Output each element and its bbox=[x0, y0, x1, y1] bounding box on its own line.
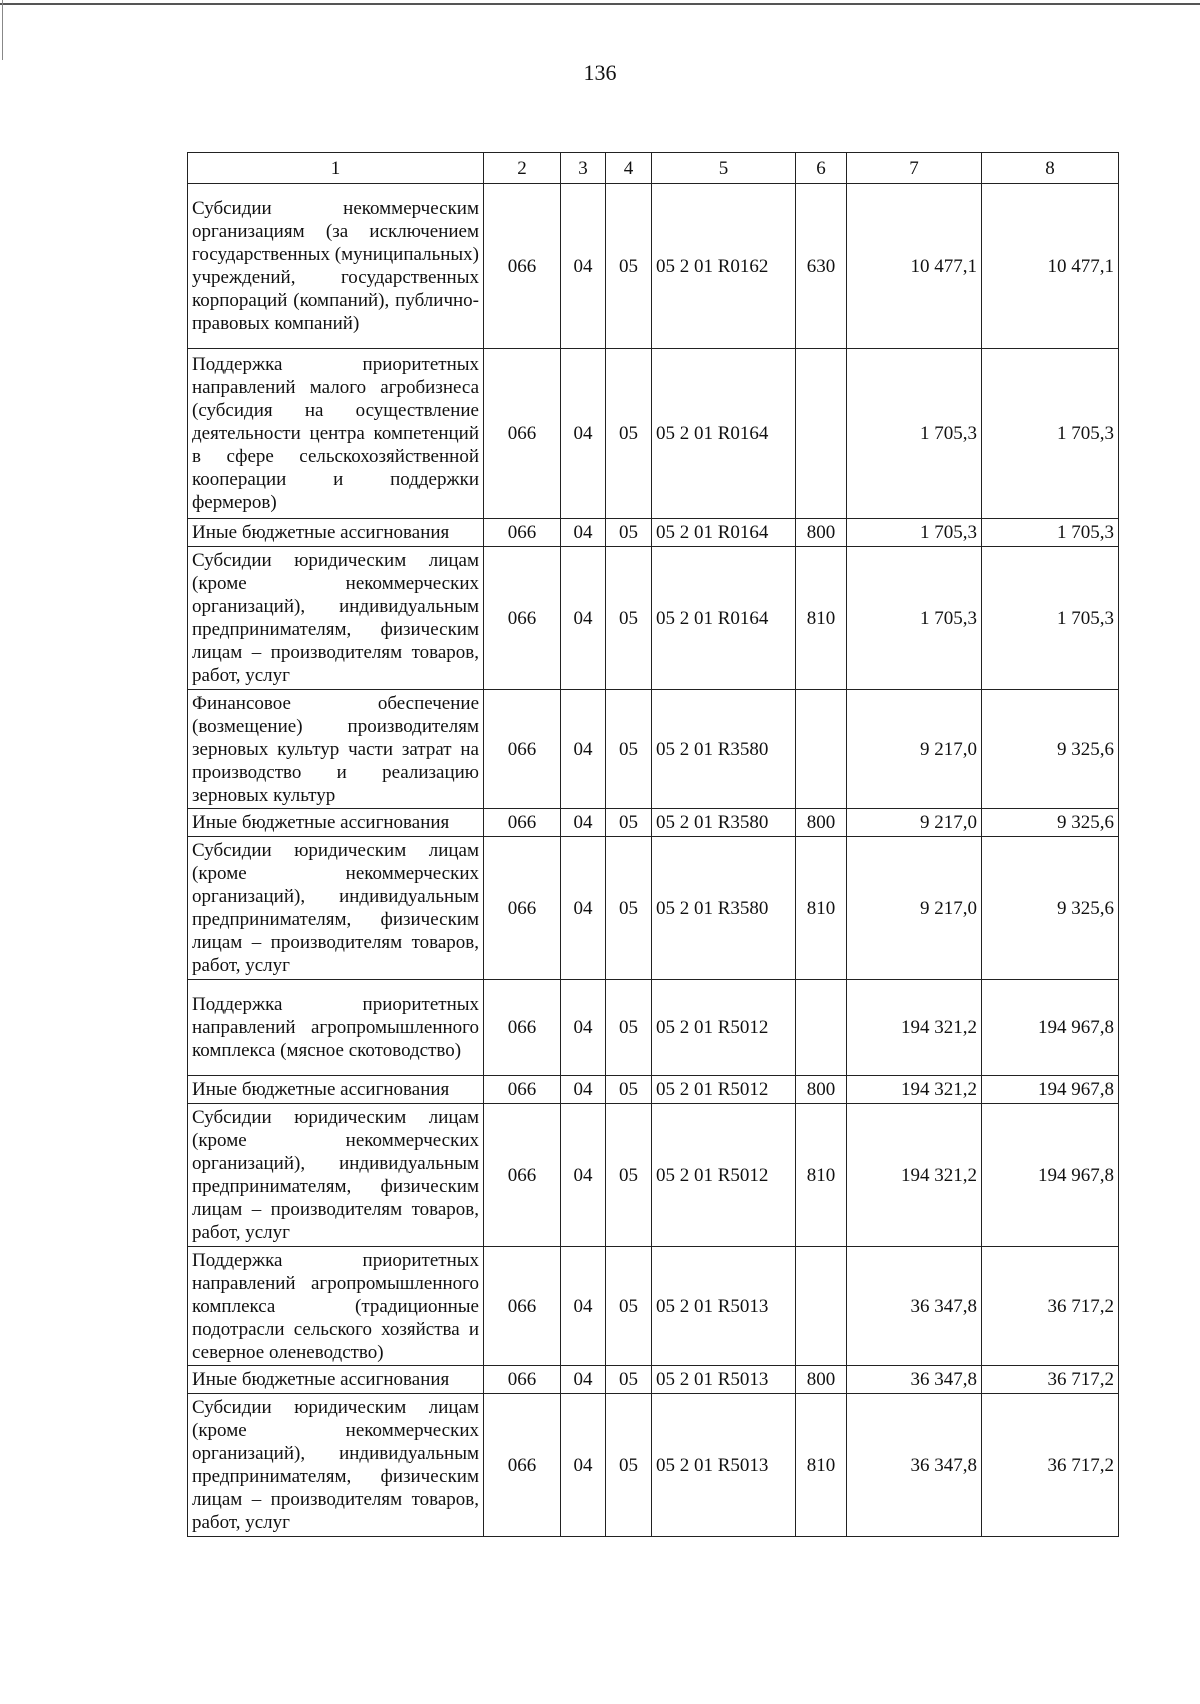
row-code-target: 05 2 01 R5012 bbox=[652, 1104, 796, 1247]
row-code-subsection: 05 bbox=[606, 1247, 652, 1366]
row-code-expense-type: 800 bbox=[796, 809, 847, 837]
row-amount-1: 36 347,8 bbox=[847, 1247, 982, 1366]
row-amount-1: 10 477,1 bbox=[847, 184, 982, 349]
row-amount-2: 10 477,1 bbox=[982, 184, 1119, 349]
row-code-subsection: 05 bbox=[606, 184, 652, 349]
row-code-ministry: 066 bbox=[484, 519, 561, 547]
row-amount-1: 36 347,8 bbox=[847, 1394, 982, 1537]
row-name: Иные бюджетные ассигнования bbox=[188, 809, 484, 837]
row-code-expense-type bbox=[796, 690, 847, 809]
row-code-expense-type: 800 bbox=[796, 519, 847, 547]
row-amount-2: 1 705,3 bbox=[982, 547, 1119, 690]
row-code-ministry: 066 bbox=[484, 837, 561, 980]
row-code-ministry: 066 bbox=[484, 1076, 561, 1104]
row-code-expense-type: 800 bbox=[796, 1366, 847, 1394]
row-amount-2: 194 967,8 bbox=[982, 980, 1119, 1076]
row-code-target: 05 2 01 R5013 bbox=[652, 1366, 796, 1394]
row-amount-1: 36 347,8 bbox=[847, 1366, 982, 1394]
row-amount-2: 36 717,2 bbox=[982, 1366, 1119, 1394]
row-code-target: 05 2 01 R5012 bbox=[652, 1076, 796, 1104]
row-code-expense-type: 810 bbox=[796, 1104, 847, 1247]
row-code-expense-type: 810 bbox=[796, 837, 847, 980]
row-code-target: 05 2 01 R5013 bbox=[652, 1247, 796, 1366]
table-row bbox=[188, 809, 1119, 837]
row-amount-1: 9 217,0 bbox=[847, 837, 982, 980]
table-row bbox=[188, 980, 1119, 1076]
row-amount-1: 9 217,0 bbox=[847, 690, 982, 809]
column-header: 7 bbox=[847, 153, 982, 184]
row-code-section: 04 bbox=[561, 349, 606, 519]
row-code-subsection: 05 bbox=[606, 837, 652, 980]
row-amount-2: 194 967,8 bbox=[982, 1076, 1119, 1104]
row-code-ministry: 066 bbox=[484, 547, 561, 690]
row-code-subsection: 05 bbox=[606, 1394, 652, 1537]
column-header: 1 bbox=[188, 153, 484, 184]
row-amount-1: 194 321,2 bbox=[847, 1104, 982, 1247]
row-code-section: 04 bbox=[561, 519, 606, 547]
row-code-ministry: 066 bbox=[484, 349, 561, 519]
row-amount-1: 194 321,2 bbox=[847, 980, 982, 1076]
row-code-target: 05 2 01 R0164 bbox=[652, 547, 796, 690]
row-code-subsection: 05 bbox=[606, 980, 652, 1076]
budget-table bbox=[187, 152, 1119, 1537]
row-code-section: 04 bbox=[561, 980, 606, 1076]
page-number: 136 bbox=[583, 60, 617, 85]
row-code-subsection: 05 bbox=[606, 809, 652, 837]
row-name: Субсидии юридическим лицам (кроме некоммерческих организаций), индивидуальным предпринимателям, физическим лицам – производителям товаров, работ, услуг bbox=[188, 547, 484, 690]
row-code-target: 05 2 01 R3580 bbox=[652, 690, 796, 809]
row-code-section: 04 bbox=[561, 1247, 606, 1366]
row-code-target: 05 2 01 R5012 bbox=[652, 980, 796, 1076]
row-name: Иные бюджетные ассигнования bbox=[188, 1076, 484, 1104]
row-code-ministry: 066 bbox=[484, 690, 561, 809]
row-code-expense-type: 800 bbox=[796, 1076, 847, 1104]
row-code-section: 04 bbox=[561, 184, 606, 349]
row-code-subsection: 05 bbox=[606, 1104, 652, 1247]
row-amount-1: 1 705,3 bbox=[847, 349, 982, 519]
row-amount-2: 1 705,3 bbox=[982, 349, 1119, 519]
row-code-target: 05 2 01 R0162 bbox=[652, 184, 796, 349]
row-code-target: 05 2 01 R0164 bbox=[652, 519, 796, 547]
row-amount-1: 1 705,3 bbox=[847, 519, 982, 547]
column-header: 5 bbox=[652, 153, 796, 184]
row-code-section: 04 bbox=[561, 1104, 606, 1247]
row-code-ministry: 066 bbox=[484, 1366, 561, 1394]
row-name: Субсидии юридическим лицам (кроме некоммерческих организаций), индивидуальным предпринимателям, физическим лицам – производителям товаров, работ, услуг bbox=[188, 1104, 484, 1247]
row-code-expense-type bbox=[796, 349, 847, 519]
column-header: 2 bbox=[484, 153, 561, 184]
row-amount-1: 9 217,0 bbox=[847, 809, 982, 837]
row-name: Субсидии юридическим лицам (кроме некоммерческих организаций), индивидуальным предпринимателям, физическим лицам – производителям товаров, работ, услуг bbox=[188, 837, 484, 980]
row-amount-2: 9 325,6 bbox=[982, 837, 1119, 980]
row-amount-2: 9 325,6 bbox=[982, 809, 1119, 837]
row-code-section: 04 bbox=[561, 1076, 606, 1104]
row-code-section: 04 bbox=[561, 837, 606, 980]
table-row bbox=[188, 349, 1119, 519]
table-row bbox=[188, 1366, 1119, 1394]
column-header: 3 bbox=[561, 153, 606, 184]
row-name: Иные бюджетные ассигнования bbox=[188, 519, 484, 547]
row-code-ministry: 066 bbox=[484, 1104, 561, 1247]
row-code-subsection: 05 bbox=[606, 349, 652, 519]
row-code-section: 04 bbox=[561, 809, 606, 837]
table-row bbox=[188, 837, 1119, 980]
row-code-ministry: 066 bbox=[484, 809, 561, 837]
row-code-expense-type: 810 bbox=[796, 1394, 847, 1537]
top-scan-rule bbox=[0, 3, 1200, 5]
row-code-section: 04 bbox=[561, 547, 606, 690]
row-code-ministry: 066 bbox=[484, 1394, 561, 1537]
column-header: 4 bbox=[606, 153, 652, 184]
row-code-subsection: 05 bbox=[606, 1366, 652, 1394]
row-code-ministry: 066 bbox=[484, 980, 561, 1076]
column-header: 6 bbox=[796, 153, 847, 184]
row-name: Субсидии некоммерческим организациям (за исключением государственных (муниципальных) учреждений, государственных корпораций (компаний), публично-правовых компаний) bbox=[188, 184, 484, 349]
row-amount-2: 36 717,2 bbox=[982, 1247, 1119, 1366]
row-name: Субсидии юридическим лицам (кроме некоммерческих организаций), индивидуальным предпринимателям, физическим лицам – производителям товаров, работ, услуг bbox=[188, 1394, 484, 1537]
row-code-subsection: 05 bbox=[606, 547, 652, 690]
table-row bbox=[188, 1247, 1119, 1366]
table-row bbox=[188, 519, 1119, 547]
row-code-expense-type: 630 bbox=[796, 184, 847, 349]
table-row bbox=[188, 547, 1119, 690]
table-row bbox=[188, 1394, 1119, 1537]
table-row bbox=[188, 1076, 1119, 1104]
row-code-section: 04 bbox=[561, 1366, 606, 1394]
row-amount-1: 1 705,3 bbox=[847, 547, 982, 690]
row-code-target: 05 2 01 R5013 bbox=[652, 1394, 796, 1537]
row-amount-2: 1 705,3 bbox=[982, 519, 1119, 547]
row-code-expense-type: 810 bbox=[796, 547, 847, 690]
row-amount-1: 194 321,2 bbox=[847, 1076, 982, 1104]
column-header: 8 bbox=[982, 153, 1119, 184]
row-amount-2: 36 717,2 bbox=[982, 1394, 1119, 1537]
row-code-target: 05 2 01 R3580 bbox=[652, 809, 796, 837]
row-name: Иные бюджетные ассигнования bbox=[188, 1366, 484, 1394]
row-code-section: 04 bbox=[561, 690, 606, 809]
row-name: Поддержка приоритетных направлений агропромышленного комплекса (мясное скотоводство) bbox=[188, 980, 484, 1076]
table-header-row bbox=[188, 153, 1119, 184]
row-code-subsection: 05 bbox=[606, 1076, 652, 1104]
left-scan-rule bbox=[2, 0, 3, 60]
row-amount-2: 194 967,8 bbox=[982, 1104, 1119, 1247]
row-code-subsection: 05 bbox=[606, 690, 652, 809]
row-code-ministry: 066 bbox=[484, 1247, 561, 1366]
row-amount-2: 9 325,6 bbox=[982, 690, 1119, 809]
row-code-target: 05 2 01 R3580 bbox=[652, 837, 796, 980]
table-row bbox=[188, 184, 1119, 349]
row-code-subsection: 05 bbox=[606, 519, 652, 547]
row-name: Поддержка приоритетных направлений агропромышленного комплекса (традиционные подотрасли сельского хозяйства и северное оленеводство) bbox=[188, 1247, 484, 1366]
row-code-section: 04 bbox=[561, 1394, 606, 1537]
row-code-target: 05 2 01 R0164 bbox=[652, 349, 796, 519]
row-name: Финансовое обеспечение (возмещение) производителям зерновых культур части затрат на производство и реализацию зерновых культур bbox=[188, 690, 484, 809]
table-row bbox=[188, 690, 1119, 809]
row-name: Поддержка приоритетных направлений малого агробизнеса (субсидия на осуществление деятельности центра компетенций в сфере сельскохозяйственной кооперации и поддержки фермеров) bbox=[188, 349, 484, 519]
row-code-ministry: 066 bbox=[484, 184, 561, 349]
table-row bbox=[188, 1104, 1119, 1247]
row-code-expense-type bbox=[796, 1247, 847, 1366]
row-code-expense-type bbox=[796, 980, 847, 1076]
